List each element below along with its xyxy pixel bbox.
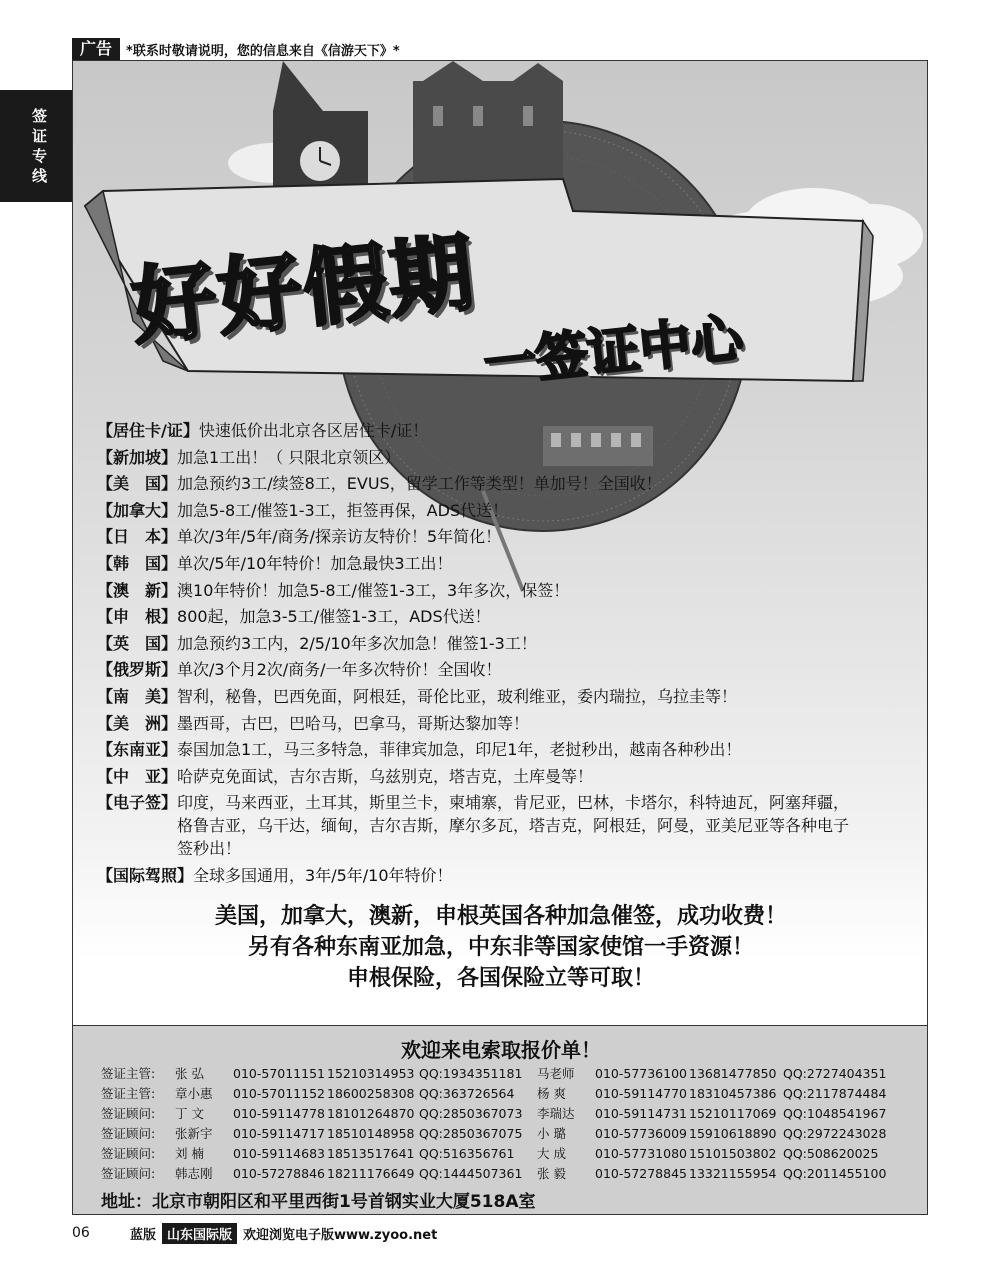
visa-description: 加急预约3工/续签8工，EVUS，留学工作等类型！单加号！全国收！ bbox=[177, 474, 662, 494]
contact-name: 张新宇 bbox=[175, 1126, 213, 1141]
contact-mobile: 15210117069 bbox=[689, 1106, 777, 1121]
contact-qq: QQ:363726564 bbox=[419, 1086, 515, 1101]
visa-category: 【申 根】 bbox=[97, 607, 178, 627]
contact-qq: QQ:2117874484 bbox=[783, 1086, 887, 1101]
contact-qq: QQ:2850367075 bbox=[419, 1126, 523, 1141]
visa-service-list bbox=[97, 419, 917, 891]
visa-category: 【英 国】 bbox=[97, 633, 178, 653]
contact-mobile: 13681477850 bbox=[689, 1066, 777, 1081]
contact-title: 欢迎来电索取报价单！ bbox=[401, 1038, 601, 1062]
contact-name: 韩志刚 bbox=[175, 1166, 213, 1181]
contact-phone: 010-57278846 bbox=[233, 1166, 325, 1181]
contact-mobile: 18101264870 bbox=[327, 1106, 415, 1121]
contact-name: 张 毅 bbox=[537, 1166, 566, 1181]
region-badge: 山东国际版 bbox=[162, 1223, 237, 1244]
website-note: 欢迎浏览电子版www.zyoo.net bbox=[243, 1227, 438, 1243]
contact-qq: QQ:2850367073 bbox=[419, 1106, 523, 1121]
visa-description: 加急5-8工/催签1-3工，拒签再保，ADS代送！ bbox=[177, 500, 509, 520]
contact-qq: QQ:2972243028 bbox=[783, 1126, 887, 1141]
page-footer bbox=[72, 1222, 437, 1244]
visa-category: 【东南亚】 bbox=[97, 740, 178, 760]
visa-category: 【日 本】 bbox=[97, 527, 178, 547]
page-number: 06 bbox=[72, 1225, 90, 1241]
contact-name: 杨 爽 bbox=[537, 1086, 566, 1101]
visa-item bbox=[97, 658, 917, 681]
contact-role: 签证顾问: bbox=[101, 1126, 156, 1141]
visa-category: 【新加坡】 bbox=[97, 447, 178, 467]
visa-item bbox=[97, 525, 917, 548]
address: 地址：北京市朝阳区和平里西街1号首钢实业大厦518A室 bbox=[101, 1192, 536, 1212]
visa-description: 加急预约3工内，2/5/10年多次加急！催签1-3工！ bbox=[177, 633, 537, 653]
visa-item bbox=[97, 472, 917, 495]
section-side-tab bbox=[0, 90, 72, 202]
visa-description: 全球多国通用，3年/5年/10年特价！ bbox=[193, 865, 453, 885]
visa-category: 【国际驾照】 bbox=[97, 865, 194, 885]
visa-description: 加急1工出！（ 只限北京领区） bbox=[177, 447, 401, 467]
visa-category: 【美 洲】 bbox=[97, 713, 178, 733]
ad-tag: 广告 bbox=[72, 38, 120, 60]
contact-row bbox=[73, 1124, 928, 1144]
visa-item bbox=[97, 738, 917, 761]
side-tab-label: 签证专线 bbox=[32, 107, 48, 185]
contact-qq: QQ:508620025 bbox=[783, 1146, 879, 1161]
advertisement bbox=[72, 60, 928, 1215]
contact-row bbox=[73, 1084, 928, 1104]
contact-role: 签证顾问: bbox=[101, 1106, 156, 1121]
contact-phone: 010-57736100 bbox=[595, 1066, 687, 1081]
visa-item bbox=[97, 419, 917, 442]
visa-item bbox=[97, 446, 917, 469]
contact-name: 大 成 bbox=[537, 1146, 566, 1161]
contact-mobile: 18510148958 bbox=[327, 1126, 415, 1141]
visa-item bbox=[97, 864, 917, 887]
visa-description: 单次/5年/10年特价！加急最快3工出！ bbox=[177, 553, 453, 573]
contact-phone: 010-59114731 bbox=[595, 1106, 687, 1121]
visa-item bbox=[97, 685, 917, 708]
contact-qq: QQ:516356761 bbox=[419, 1146, 515, 1161]
contact-section bbox=[73, 1025, 928, 1215]
contact-qq: QQ:2727404351 bbox=[783, 1066, 887, 1081]
promo-line: 美国，加拿大，澳新，申根英国各种加急催签，成功收费！ bbox=[214, 904, 787, 929]
visa-category: 【韩 国】 bbox=[97, 553, 178, 573]
contact-row bbox=[73, 1064, 928, 1084]
visa-category: 【俄罗斯】 bbox=[97, 660, 178, 680]
contact-phone: 010-57011152 bbox=[233, 1086, 325, 1101]
visa-category: 【加拿大】 bbox=[97, 500, 178, 520]
contact-phone: 010-57278845 bbox=[595, 1166, 687, 1181]
visa-category: 【居住卡/证】 bbox=[97, 421, 199, 440]
contact-phone: 010-59114778 bbox=[233, 1106, 325, 1121]
contact-phone: 010-59114717 bbox=[233, 1126, 325, 1141]
contact-mobile: 18600258308 bbox=[327, 1086, 415, 1101]
visa-item bbox=[97, 605, 917, 628]
visa-description: 哈萨克免面试，吉尔吉斯，乌兹别克，塔吉克，土库曼等！ bbox=[177, 766, 594, 786]
contact-phone: 010-59114770 bbox=[595, 1086, 687, 1101]
contact-mobile: 18211176649 bbox=[327, 1166, 415, 1181]
contact-row bbox=[73, 1104, 928, 1124]
contact-row bbox=[73, 1164, 928, 1184]
contact-name: 章小惠 bbox=[175, 1086, 213, 1101]
promo-line: 申根保险，各国保险立等可取！ bbox=[346, 966, 655, 991]
visa-description: 快速低价出北京各区居住卡/证！ bbox=[198, 421, 429, 440]
contact-mobile: 15101503802 bbox=[689, 1146, 777, 1161]
contact-name: 马老师 bbox=[537, 1066, 575, 1081]
contact-name: 张 弘 bbox=[175, 1066, 204, 1081]
edition-label: 蓝版 bbox=[130, 1227, 157, 1243]
ad-subtitle: 一签证中心 bbox=[481, 308, 747, 396]
promo-block bbox=[73, 901, 928, 994]
contact-mobile: 15210314953 bbox=[327, 1066, 415, 1081]
contact-qq: QQ:1934351181 bbox=[419, 1066, 523, 1081]
visa-description: 智利，秘鲁，巴西免面，阿根廷，哥伦比亚，玻利维亚，委内瑞拉，乌拉圭等！ bbox=[177, 686, 738, 706]
contact-qq: QQ:1444507361 bbox=[419, 1166, 523, 1181]
visa-item bbox=[97, 765, 917, 788]
contact-phone: 010-57736009 bbox=[595, 1126, 687, 1141]
contact-mobile: 13321155954 bbox=[689, 1166, 777, 1181]
contact-qq: QQ:1048541967 bbox=[783, 1106, 887, 1121]
contact-name: 丁 文 bbox=[175, 1106, 204, 1121]
castle bbox=[413, 61, 563, 181]
visa-item bbox=[97, 632, 917, 655]
visa-item bbox=[97, 712, 917, 735]
visa-category: 【电子签】 bbox=[97, 793, 178, 813]
visa-item bbox=[97, 499, 917, 522]
contact-name: 刘 楠 bbox=[175, 1146, 204, 1161]
contact-role: 签证主管: bbox=[101, 1066, 156, 1081]
contact-qq: QQ:2011455100 bbox=[783, 1166, 887, 1181]
visa-description: 印度，马来西亚，土耳其，斯里兰卡，柬埔寨，肯尼亚，巴林，卡塔尔，科特迪瓦，阿塞拜疆，格鲁吉亚，乌干达，缅甸，吉尔吉斯，摩尔多瓦，塔吉克，阿根廷，阿曼，亚美尼亚等各种电子签秒出！ bbox=[177, 793, 850, 859]
visa-category: 【澳 新】 bbox=[97, 580, 178, 600]
contact-mobile: 18310457386 bbox=[689, 1086, 777, 1101]
visa-item bbox=[97, 552, 917, 575]
visa-category: 【美 国】 bbox=[97, 474, 178, 494]
contact-name: 李瑞达 bbox=[537, 1106, 575, 1121]
contact-role: 签证主管: bbox=[101, 1086, 156, 1101]
contact-mobile: 18513517641 bbox=[327, 1146, 415, 1161]
visa-category: 【南 美】 bbox=[97, 686, 178, 706]
promo-line: 另有各种东南亚加急，中东非等国家使馆一手资源！ bbox=[247, 935, 754, 960]
contact-name: 小 璐 bbox=[537, 1126, 566, 1141]
visa-description: 单次/3个月2次/商务/一年多次特价！全国收！ bbox=[177, 660, 502, 680]
contact-role: 签证顾问: bbox=[101, 1146, 156, 1161]
visa-category: 【中 亚】 bbox=[97, 766, 178, 786]
contact-phone: 010-59114683 bbox=[233, 1146, 325, 1161]
visa-description: 800起，加急3-5工/催签1-3工，ADS代送！ bbox=[177, 607, 491, 627]
contact-role: 签证顾问: bbox=[101, 1166, 156, 1181]
visa-description: 澳10年特价！加急5-8工/催签1-3工，3年多次，保签！ bbox=[177, 580, 570, 600]
visa-description: 墨西哥，古巴，巴哈马，巴拿马，哥斯达黎加等！ bbox=[177, 713, 530, 733]
source-notice: *联系时敬请说明，您的信息来自《信游天下》* bbox=[126, 43, 400, 59]
visa-description: 单次/3年/5年/商务/探亲访友特价！5年简化！ bbox=[177, 527, 502, 547]
ad-title: 好好假期 bbox=[127, 223, 480, 357]
contact-phone: 010-57011151 bbox=[233, 1066, 325, 1081]
contact-phone: 010-57731080 bbox=[595, 1146, 687, 1161]
contact-row bbox=[73, 1144, 928, 1164]
visa-item bbox=[97, 791, 917, 860]
visa-item bbox=[97, 579, 917, 602]
contact-mobile: 15910618890 bbox=[689, 1126, 777, 1141]
visa-description: 泰国加急1工，马三多特急，菲律宾加急，印尼1年，老挝秒出，越南各种秒出！ bbox=[177, 740, 742, 760]
ad-header bbox=[72, 38, 932, 60]
